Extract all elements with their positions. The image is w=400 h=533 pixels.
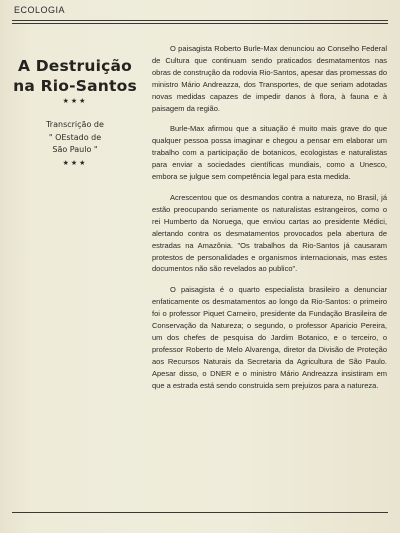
article-sidebar	[8, 56, 142, 169]
header-rule-thin	[12, 23, 388, 24]
title-line-1: A Destruição	[17, 57, 133, 75]
title-line-2: na Rio-Santos	[13, 77, 137, 95]
credit-line-2: " OEstado de	[48, 132, 102, 142]
paragraph: Burle-Max afirmou que a situação é muito mais grave do que qualquer pessoa possa imaginar e chegou a pensar em elaborar um trabalho com a participação de botanicos, ecologistas e naturalistas para enviar a sociedades científicas mundiais, como a Unesco, embora se julgue sem competência legal para esta medida.	[152, 124, 387, 182]
credit-line-3: São Paulo "	[52, 145, 98, 154]
article-title	[8, 56, 142, 96]
paragraph: O paisagista Roberto Burle-Max denunciou ao Conselho Federal de Cultura que continuam sendo praticados desmatamentos nas obras de construção da rodovia Rio-Santos, apesar das promessas do ministro Mário Andreazza, dos Transportes, de que seriam adotadas novas medidas capazes de impedir danos à flora, à fauna e à paisagem da região.	[152, 44, 387, 113]
section-label: ECOLOGIA	[14, 5, 66, 15]
paragraph: O paisagista é o quarto especialista brasileiro a denunciar enfaticamente os desmatamentos ao longo da Rio-Santos: o primeiro foi o professor Piquet Carneiro, presidente da Fundação Brasileira de Conservação da Natureza; o segundo, o professor Aparicio Pereira, um dos chefes de pesquisa do Jardim Botanico, e o terceiro, o professor Roberto de Melo Alvarenga, diretor da Divisão de Proteção aos Recursos Naturais da Secretaria da Agricultura de São Paulo. Apesar disso, o DNER e o ministro Mário Andreazza insistiram em que a estrada está sendo construida sem prejuizos para a natureza.	[152, 285, 387, 390]
article-body	[152, 43, 387, 400]
header-rule	[12, 20, 388, 21]
credit-stars-ornament: ★★★	[62, 158, 88, 167]
source-credit	[8, 119, 142, 169]
title-stars-ornament: ★★★	[62, 97, 88, 105]
credit-line-1: Transcrição de	[46, 120, 104, 129]
paragraph: Acrescentou que os desmandos contra a natureza, no Brasil, já estão preocupando seriamente os naturalistas estrangeiros, como o rei Humberto da Noruega, que enviou cartas ao presidente Médici, alertando contra os desmatamentos provocados pela abertura de estradas na Amazônia. "Os trabalhos da Rio-Santos já causaram protestos de personalidades e organismos internacionais, mas estes documentos não são revelados ao publico".	[152, 192, 387, 274]
footer-rule	[12, 512, 388, 513]
